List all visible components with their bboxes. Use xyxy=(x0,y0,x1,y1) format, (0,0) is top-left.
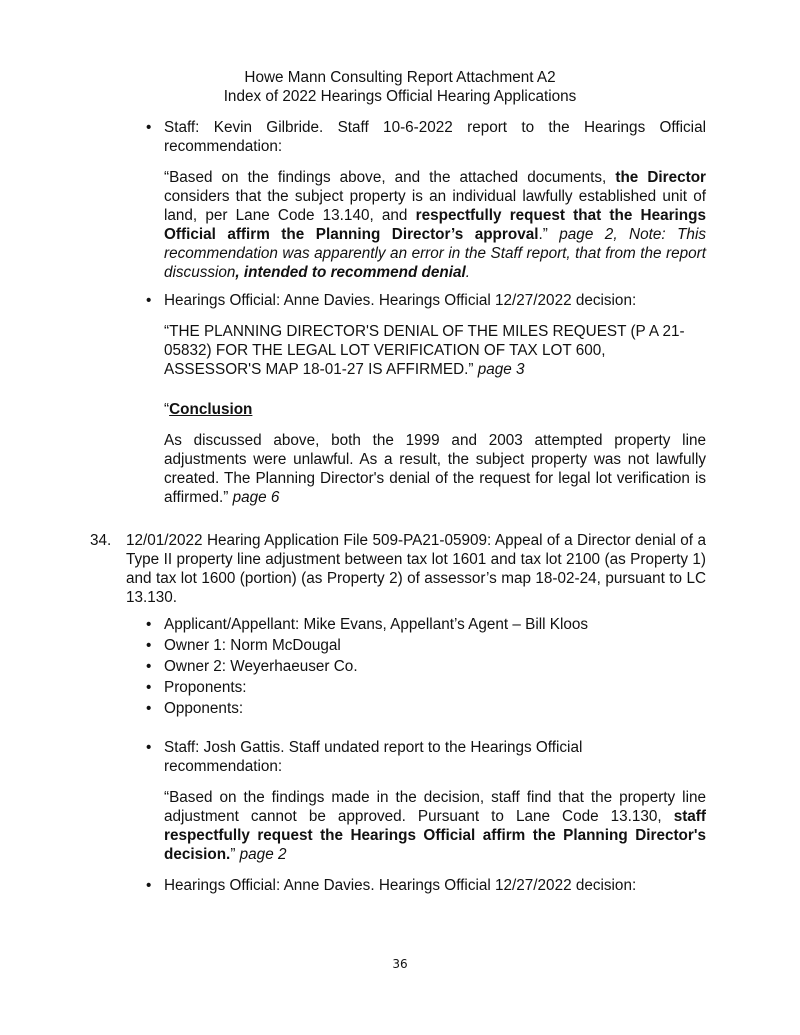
quote-bold: respectfully request that the Hearings Official affirm the Planning Director’s approval xyxy=(164,207,707,243)
hearings-official-item: Hearings Official: Anne Davies. Hearings Official 12/27/2022 decision: xyxy=(164,292,637,309)
page-reference: page 3 xyxy=(477,361,525,378)
quote-text: ” xyxy=(230,846,240,863)
page-number: 36 xyxy=(392,957,408,971)
staff-quote xyxy=(164,788,706,864)
party-text: Owner 2: Weyerhaeuser Co. xyxy=(164,658,358,675)
bullet-icon: • xyxy=(146,700,152,717)
conclusion-text: As discussed above, both the 1999 and 2003 attempted property line adjustments were unlawful. As a result, the subject property was not lawfully created. The Planning Director's denial of the request for legal lot verification is affirmed.” xyxy=(164,432,706,506)
parties-list xyxy=(0,615,800,720)
quote-text: .” xyxy=(538,226,560,243)
bullet-icon: • xyxy=(146,637,152,654)
list-item xyxy=(0,678,800,699)
quote-text: “THE PLANNING DIRECTOR'S DENIAL OF THE MILES REQUEST (P A 21-05832) FOR THE LEGAL LOT VERIFICATION OF TAX LOT 600, ASSESSOR'S MAP 18-01-27 IS AFFIRMED.” xyxy=(164,323,685,378)
document-header xyxy=(0,68,800,106)
bullet-icon: • xyxy=(146,119,152,136)
staff-recommendation-item: Staff: Josh Gattis. Staff undated report to the Hearings Official recommendation: xyxy=(164,739,583,775)
quote-note: . xyxy=(465,264,471,281)
staff-quote xyxy=(164,168,706,282)
quote-text: “Based on the findings made in the decision, staff find that the property line adjustment cannot be approved. Pursuant to Lane Code 13.130, xyxy=(164,789,706,825)
bullet-icon: • xyxy=(146,679,152,696)
bullet-icon: • xyxy=(146,292,152,309)
hearings-official-quote xyxy=(164,322,706,379)
quote-text: “Based on the findings above, and the attached documents, xyxy=(164,169,616,186)
list-item xyxy=(0,699,800,720)
bullet-icon: • xyxy=(146,616,152,633)
item-number: 34. xyxy=(90,532,112,549)
bullet-icon: • xyxy=(146,658,152,675)
party-text: Owner 1: Norm McDougal xyxy=(164,637,341,654)
conclusion-heading xyxy=(164,400,706,419)
header-line-1: Howe Mann Consulting Report Attachment A2 xyxy=(244,69,556,86)
hearings-official-item: Hearings Official: Anne Davies. Hearings Official 12/27/2022 decision: xyxy=(164,877,637,894)
conclusion-paragraph xyxy=(164,431,706,507)
list-item xyxy=(0,615,800,636)
open-quote: “ xyxy=(164,401,170,418)
item-description: 12/01/2022 Hearing Application File 509-PA21-05909: Appeal of a Director denial of a Type II property line adjustment between tax lot 1601 and tax lot 2100 (as Property 1) and tax lot 1600 (portion) (as Property 2) of assessor’s map 18-02-24, pursuant to LC 13.130. xyxy=(126,532,706,606)
list-item xyxy=(0,636,800,657)
quote-bold: the Director xyxy=(615,169,706,186)
bullet-icon: • xyxy=(146,877,152,894)
quote-text: considers that the subject property is an individual lawfully established unit of land, per Lane Code 13.140, and xyxy=(164,188,706,224)
party-text: Proponents: xyxy=(164,679,247,696)
staff-recommendation-item: Staff: Kevin Gilbride. Staff 10-6-2022 report to the Hearings Official recommendation: xyxy=(164,119,706,155)
bullet-icon: • xyxy=(146,739,152,756)
quote-note: page 2, Note: This recommendation was apparently an error in the Staff report, that from the report discussion xyxy=(164,226,706,281)
heading-text: Conclusion xyxy=(169,401,253,418)
page-reference: page 6 xyxy=(232,489,280,506)
list-item xyxy=(0,657,800,678)
party-text: Opponents: xyxy=(164,700,244,717)
quote-bold: staff respectfully request the Hearings Official affirm the Planning Director's decision. xyxy=(164,808,706,863)
page-reference: page 2 xyxy=(239,846,287,863)
party-text: Applicant/Appellant: Mike Evans, Appellant’s Agent – Bill Kloos xyxy=(164,616,589,633)
header-line-2: Index of 2022 Hearings Official Hearing Applications xyxy=(223,88,577,105)
quote-note-bold: , intended to recommend denial xyxy=(235,264,466,281)
